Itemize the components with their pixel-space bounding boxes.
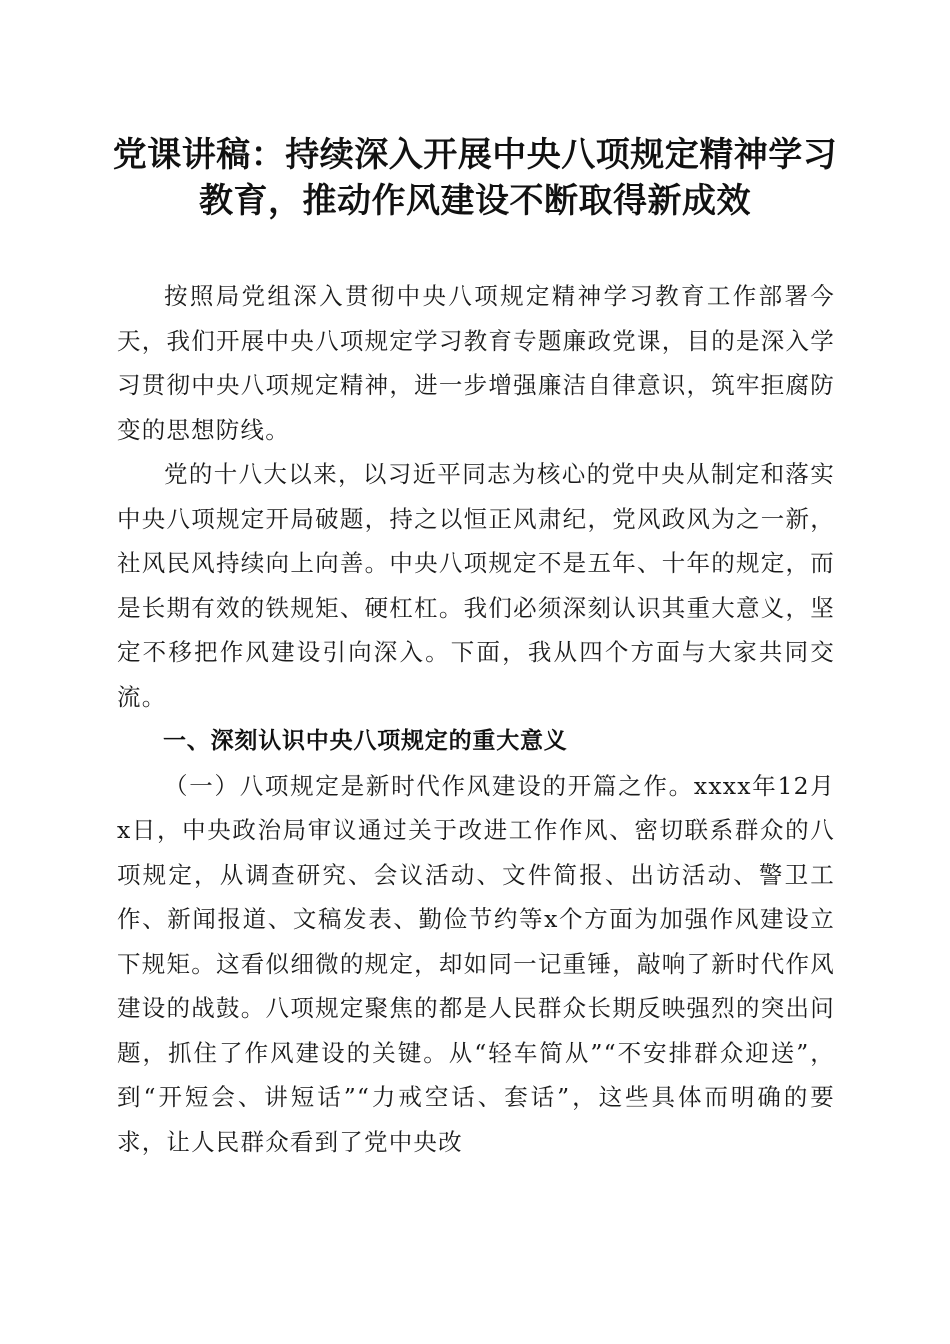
- document-title: 党课讲稿：持续深入开展中央八项规定精神学习教育，推动作风建设不断取得新成效: [112, 135, 838, 221]
- paragraph-subsection-one: （一）八项规定是新时代作风建设的开篇之作。xxxx年12月x日，中央政治局审议通过关于改进工作作风、密切联系群众的八项规定，从调查研究、会议活动、文件简报、出访活动、警卫工作、新闻报道、文稿发表、勤俭节约等x个方面为加强作风建设立下规矩。这看似细微的规定，却如同一记重锤，敲响了新时代作风建设的战鼓。八项规定聚焦的都是人民群众长期反映强烈的突出问题，抓住了作风建设的关键。从“轻车简从”“不安排群众迎送”，到“开短会、讲短话”“力戒空话、套话”，这些具体而明确的要求，让人民群众看到了党中央改: [117, 771, 835, 1156]
- document-body: [117, 274, 835, 1164]
- section-heading: 一、深刻认识中央八项规定的重大意义: [163, 728, 568, 754]
- paragraph-background: 党的十八大以来，以习近平同志为核心的党中央从制定和落实中央八项规定开局破题，持之以恒正风肃纪，党风政风为之一新，社风民风持续向上向善。中央八项规定不是五年、十年的规定，而是长期有效的铁规矩、硬杠杠。我们必须深刻认识其重大意义，坚定不移把作风建设引向深入。下面，我从四个方面与大家共同交流。: [117, 460, 835, 711]
- paragraph-intro: 按照局党组深入贯彻中央八项规定精神学习教育工作部署今天，我们开展中央八项规定学习教育专题廉政党课，目的是深入学习贯彻中央八项规定精神，进一步增强廉洁自律意识，筑牢拒腐防变的思想防线。: [117, 282, 835, 444]
